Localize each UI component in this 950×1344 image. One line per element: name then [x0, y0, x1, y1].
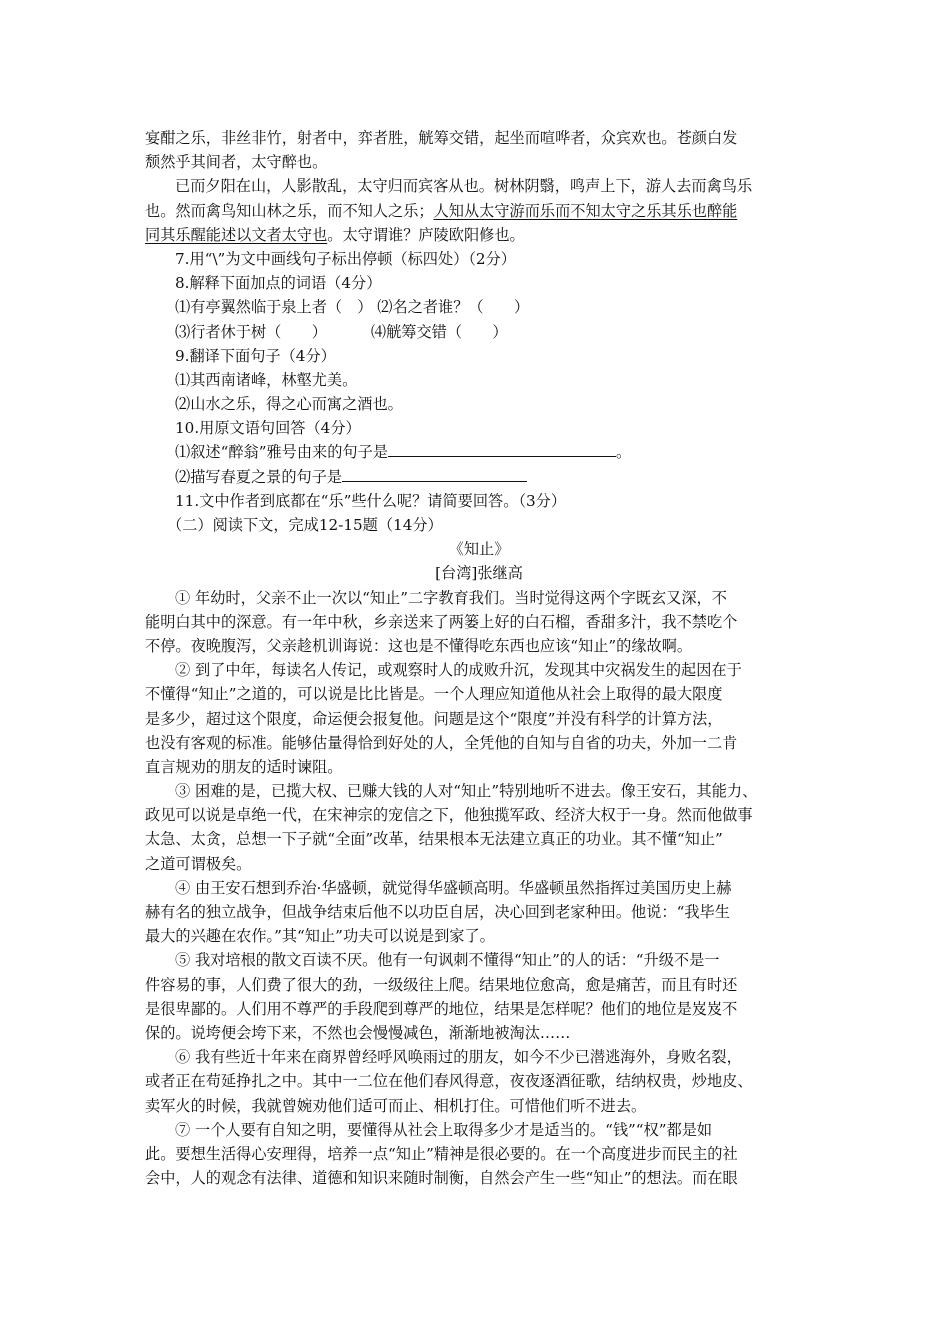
- article-line: 是很卑鄙的。人们用不尊严的手段爬到尊严的地位，结果是怎样呢？他们的地位是岌岌不: [145, 999, 738, 1018]
- text-line: 颓然乎其间者，太守醉也。: [145, 153, 328, 172]
- article-line: 件容易的事，人们费了很大的劲，一级级往上爬。结果地位愈高，愈是痛苦，而且有时还: [145, 975, 738, 994]
- article-line: 不停。夜晚腹泻，父亲趁机训诲说：这也是不懂得吃东西也应该“知止”的缘故啊。: [145, 636, 693, 655]
- question-8-item-4: ⑷觥筹交错（ ）: [370, 322, 508, 341]
- article-line: 是多少，超过这个限度，命运便会报复他。问题是这个“限度”并没有科学的计算方法，: [145, 709, 723, 728]
- article-line: ⑦ 一个人要有自知之明，要懂得从社会上取得多少才是适当的。“钱”“权”都是如: [175, 1120, 713, 1139]
- article-author: [台湾]张继高: [435, 564, 523, 583]
- article-line: 保的。说垮便会垮下来，不然也会慢慢减色，渐渐地被淘汰……: [145, 1023, 571, 1042]
- question-10-item-1-end: 。: [615, 443, 632, 462]
- answer-blank[interactable]: [342, 465, 527, 482]
- question-8-item-1: ⑴有亭翼然临于泉上者（ ）: [175, 298, 373, 317]
- article-line: ④ 由王安石想到乔治·华盛顿，就觉得华盛顿高明。华盛顿虽然指挥过美国历史上赫: [175, 878, 732, 897]
- text-segment: 也。然而禽鸟知山林之乐，而不知人之乐；: [145, 201, 434, 220]
- article-line: ③ 困难的是，已揽大权、已赚大钱的人对“知止”特别地听不进去。像王安石，其能力、: [175, 782, 758, 801]
- text-line: 宴酣之乐，非丝非竹，射者中，弈者胜，觥筹交错，起坐而喧哗者，众宾欢也。苍颜白发: [145, 129, 738, 147]
- question-8-item-2: ⑵名之者谁？（ ）: [377, 298, 530, 317]
- article-line: ⑥ 我有些近十年来在商界曾经呼风唤雨过的朋友，如今不少已潜逃海外，身败名裂，: [175, 1048, 742, 1067]
- article-line: 能明白其中的深意。有一年中秋，乡亲送来了两篓上好的白石榴，香甜多汁，我不禁吃个: [145, 612, 738, 631]
- document-page: [145, 126, 813, 1190]
- text-segment: 。太守谓谁？庐陵欧阳修也。: [327, 225, 525, 244]
- text-line: 已而夕阳在山，人影散乱，太守归而宾客从也。树林阴翳，鸣声上下，游人去而禽鸟乐: [175, 177, 753, 196]
- question-10-item-1-text: ⑴叙述“醉翁”雅号由来的句子是: [175, 443, 388, 462]
- article-line: 会中，人的观念有法律、道德和知识来随时制衡，自然会产生一些“知止”的想法。而在眼: [145, 1169, 738, 1188]
- answer-blank[interactable]: [388, 440, 616, 457]
- text-line: [145, 199, 813, 223]
- article-line: ⑤ 我对培根的散文百读不厌。他有一句讽刺不懂得“知止”的人的话：“升级不是一: [175, 951, 720, 970]
- section-2-heading: （二）阅读下文，完成12-15题（14分）: [167, 516, 443, 534]
- article-line: ② 到了中年，每读名人传记，或观察时人的成败升沉，发现其中灾祸发生的起因在于: [175, 661, 742, 680]
- article-line: 政见可以说是卓绝一代，在宋神宗的宠信之下，他独揽军政、经济大权于一身。然而他做事: [145, 806, 753, 825]
- article-line: 最大的兴趣在农作。”其“知止”功夫可以说是到家了。: [145, 927, 495, 946]
- article-line: 卖军火的时候，我就曾婉劝他们适可而止、相机打住。可惜他们听不进去。: [145, 1096, 647, 1115]
- article-line: ① 年幼时，父亲不止一次以“知止”二字教育我们。当时觉得这两个字既玄又深，不: [175, 588, 727, 607]
- question-8: 8.解释下面加点的词语（4分）: [175, 274, 382, 293]
- question-8-row-2: [145, 320, 813, 344]
- article-line: 不懂得“知止”之道的，可以说是比比皆是。一个人理应知道他从社会上取得的最大限度: [145, 685, 723, 704]
- question-10-item-1: [145, 440, 813, 464]
- question-9: 9.翻译下面句子（4分）: [175, 346, 336, 365]
- article-line: 太急、太贪，总想一下子就“全面”改革，结果根本无法建立真正的功业。其不懂“知止”: [145, 830, 723, 849]
- article-line: 直言规劝的朋友的适时谏阻。: [145, 757, 343, 776]
- question-9-item-2: ⑵山水之乐，得之心而寓之酒也。: [175, 395, 403, 414]
- article-title: 《知止》: [448, 540, 510, 559]
- underlined-sentence: 人知从太守游而乐而不知太守之乐其乐也醉能: [433, 201, 738, 220]
- article-line: 也没有客观的标准。能够估量得恰到好处的人，全凭他的自知与自省的功夫，外加一二肯: [145, 733, 738, 752]
- question-10-item-2: [145, 465, 813, 489]
- article-line: 赫有名的独立战争，但战争结束后他不以功臣自居，决心回到老家种田。他说：“我毕生: [145, 903, 730, 921]
- question-10-item-2-text: ⑵描写春夏之景的句子是: [175, 467, 343, 486]
- question-11: 11.文中作者到底都在“乐”些什么呢？请简要回答。（3分）: [175, 491, 567, 510]
- article-line: 或者正在苟延挣扎之中。其中一二位在他们春风得意，夜夜逐酒征歌，结纳权贵，炒地皮、: [145, 1072, 753, 1091]
- question-9-item-1: ⑴其西南诸峰，林壑尤美。: [175, 370, 358, 389]
- question-8-row-1: [145, 295, 813, 319]
- text-line: [145, 223, 813, 247]
- question-10: 10.用原文语句回答（4分）: [175, 419, 361, 438]
- article-line: 之道可谓极矣。: [145, 854, 252, 873]
- question-8-item-3: ⑶行者休于树（ ）: [175, 322, 327, 341]
- article-line: 此。要想生活得心安理得，培养一点“知止”精神是很必要的。在一个高度进步而民主的社: [145, 1144, 738, 1163]
- underlined-sentence: 同其乐醒能述以文者太守也: [145, 225, 328, 244]
- question-7: 7.用“\”为文中画线句子标出停顿（标四处）（2分）: [175, 249, 516, 268]
